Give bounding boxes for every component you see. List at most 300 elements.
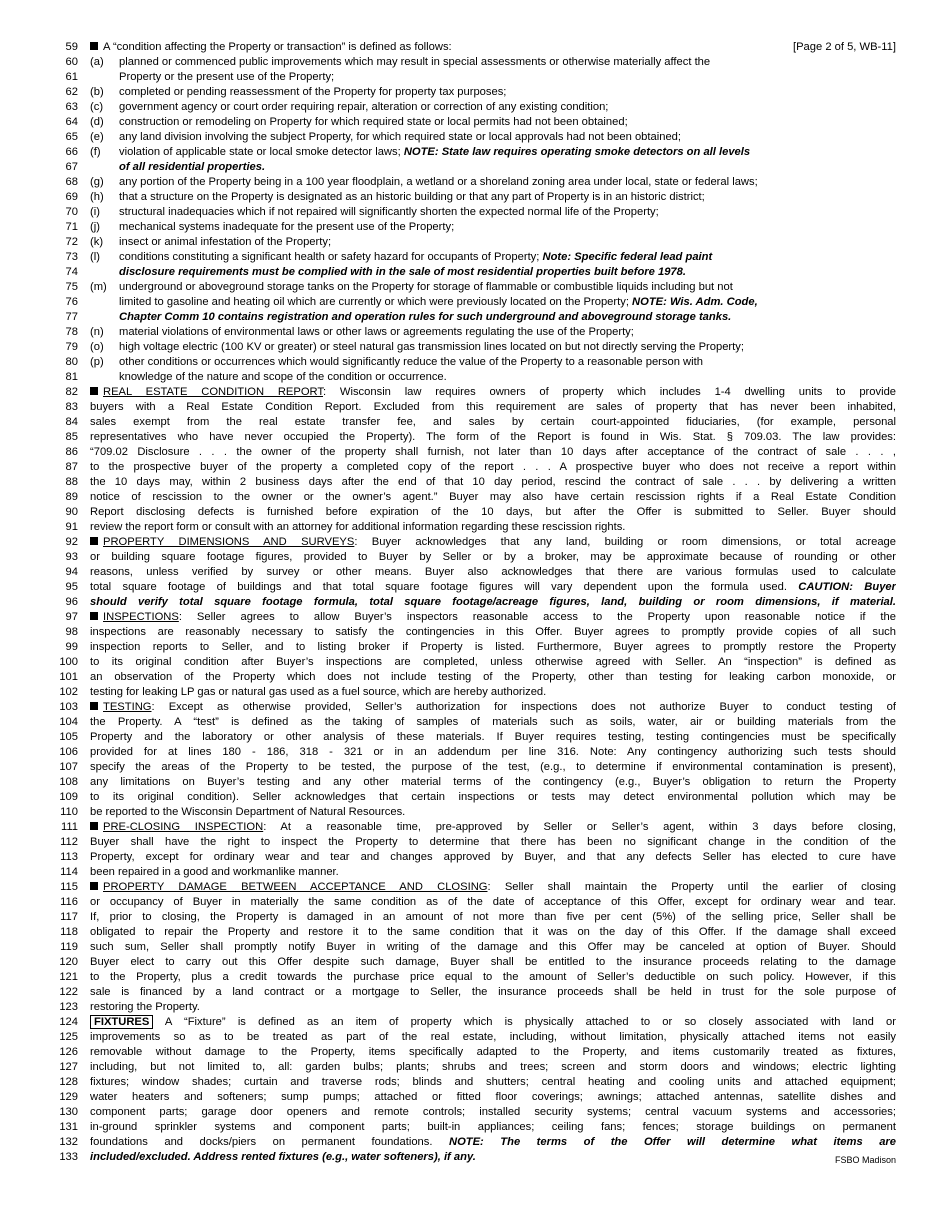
item-label: (i)	[90, 206, 100, 218]
line-text	[78, 745, 896, 760]
line-text	[78, 340, 896, 355]
line-text	[78, 130, 896, 145]
item-label: (d)	[90, 116, 104, 128]
line-text	[78, 895, 896, 910]
form-line	[54, 610, 896, 625]
line-text	[78, 685, 896, 700]
form-line	[54, 700, 896, 715]
body-text: underground or aboveground storage tanks on the Property for storage of flammable or combustible liquids including but not	[119, 281, 733, 293]
item-label: (p)	[90, 356, 104, 368]
line-number: 96	[65, 596, 78, 608]
body-text: buyers with a Real Estate Condition Report. Excluded from this requirement are sales of property that has never been inhabited,	[90, 401, 896, 413]
body-text: Property, except for ordinary wear and tear and changes approved by Buyer, and that any defects Seller has elected to cure have	[90, 851, 896, 863]
line-number: 112	[60, 836, 78, 848]
line-text	[78, 145, 896, 160]
form-line	[54, 190, 896, 205]
form-line	[54, 40, 896, 55]
form-line	[54, 205, 896, 220]
line-text	[78, 775, 896, 790]
body-text: removable without damage to the Property, items specifically adapted to the Property, and items customarily treated as fixtures,	[90, 1046, 896, 1058]
form-line	[54, 1000, 896, 1015]
line-number: 76	[65, 296, 78, 308]
body-text: : Seller agrees to allow Buyer’s inspectors reasonable access to the Property upon reasonable notice if the	[178, 611, 896, 623]
body-text: inspections are reasonably necessary to satisfy the contingencies in this Offer. Buyer agrees to promptly provide copies of all such	[90, 626, 896, 638]
line-text	[78, 655, 896, 670]
line-number: 61	[65, 71, 78, 83]
line-text	[78, 1150, 896, 1165]
form-line	[54, 130, 896, 145]
form-line	[54, 280, 896, 295]
line-text	[78, 520, 896, 535]
body-text: the 10 days may, within 2 business days after the end of that 10 day period, rescind the contract of sale . . . by delivering a written	[90, 476, 896, 488]
body-text: total square footage of buildings and that total square footage figures will vary dependent upon the formula used.	[90, 581, 799, 593]
line-text	[78, 565, 896, 580]
form-line	[54, 295, 896, 310]
form-line	[54, 1090, 896, 1105]
form-line	[54, 520, 896, 535]
line-number: 128	[59, 1076, 78, 1088]
line-text	[78, 1030, 896, 1045]
form-line	[54, 820, 896, 835]
body-text: the Property. A “test” is defined as the taking of samples of materials such as soils, water, air or building materials from the	[90, 716, 896, 728]
line-text	[78, 85, 896, 100]
line-number: 132	[59, 1136, 78, 1148]
line-text	[78, 235, 896, 250]
body-text: foundations and docks/piers on permanent foundations.	[90, 1136, 449, 1148]
line-number: 74	[65, 266, 78, 278]
form-line	[54, 265, 896, 280]
form-line	[54, 895, 896, 910]
line-number: 93	[65, 551, 78, 563]
line-number: 88	[65, 476, 78, 488]
line-text	[78, 430, 896, 445]
body-text: review the report form or consult with an attorney for additional information regarding these rescission rights.	[90, 521, 626, 533]
line-number: 129	[59, 1091, 78, 1103]
item-label: (a)	[90, 56, 104, 68]
body-text: specify the areas of the Property to be tested, the purpose of the test, (e.g., to determine if environmental contamination is present),	[90, 761, 896, 773]
form-line	[54, 310, 896, 325]
line-text	[78, 1000, 896, 1015]
form-line	[54, 1030, 896, 1045]
form-line	[54, 625, 896, 640]
body-text: sale is financed by a land contract or a mortgage to Seller, the insurance proceeds shall be held in trust for the sole purpose of	[90, 986, 896, 998]
line-text	[78, 355, 896, 370]
body-text: been repaired in a good and workmanlike manner.	[90, 866, 339, 878]
document-page	[54, 40, 896, 1165]
item-label: (m)	[90, 281, 107, 293]
square-bullet-icon	[90, 702, 98, 710]
form-line	[54, 235, 896, 250]
body-text: : Except as otherwise provided, Seller’s authorization for inspections does not authorize Buyer to conduct testing of	[151, 701, 896, 713]
body-text: improvements so as to be treated as part of the real estate, including, without limitation, physically attached items not easily	[90, 1031, 896, 1043]
line-text	[78, 670, 896, 685]
line-number: 109	[59, 791, 78, 803]
form-line	[54, 955, 896, 970]
body-text: insect or animal infestation of the Property;	[119, 236, 332, 248]
line-text	[78, 370, 896, 385]
body-text: planned or commenced public improvements which may result in special assessments or otherwise materially affect the	[119, 56, 711, 68]
line-text	[78, 955, 896, 970]
line-text	[78, 295, 896, 310]
form-line	[54, 175, 896, 190]
line-number: 63	[65, 101, 78, 113]
line-text	[78, 865, 896, 880]
line-number: 87	[65, 461, 78, 473]
line-text	[78, 1015, 896, 1030]
section-heading: TESTING	[103, 701, 152, 713]
form-line	[54, 220, 896, 235]
section-heading: REAL ESTATE CONDITION REPORT	[103, 386, 324, 398]
body-text: reasons, unless verified by survey or other means. Buyer also acknowledges that there are various formulas used to calculate	[90, 566, 896, 578]
line-number: 111	[60, 821, 78, 833]
line-text	[78, 550, 896, 565]
line-text	[78, 970, 896, 985]
item-label: (c)	[90, 101, 104, 113]
body-text: Property and the laboratory or other analysis of these materials. If Buyer requires testing, testing contingencies must be specifically	[90, 731, 896, 743]
item-label: (o)	[90, 341, 104, 353]
form-line	[54, 100, 896, 115]
body-text: sales exempt from the real estate transfer fee, and sales by certain court-appointed fiduciaries, (for example, personal	[90, 416, 896, 428]
form-line	[54, 775, 896, 790]
line-number: 101	[59, 671, 78, 683]
form-line	[54, 835, 896, 850]
line-number: 97	[65, 611, 78, 623]
body-text: to the prospective buyer of the property a completed copy of the report . . . A prospective buyer who does not receive a report within	[90, 461, 896, 473]
footer-label: FSBO Madison	[834, 1155, 896, 1165]
body-text: violation of applicable state or local smoke detector laws;	[119, 146, 404, 158]
line-number: 91	[65, 521, 78, 533]
section-heading: PROPERTY DIMENSIONS AND SURVEYS	[103, 536, 355, 548]
line-text	[78, 265, 896, 280]
body-text: : At a reasonable time, pre-approved by Seller or Seller’s agent, within 3 days before closing,	[263, 821, 896, 833]
form-line	[54, 1060, 896, 1075]
note-text: of all residential properties.	[119, 161, 266, 173]
form-line	[54, 910, 896, 925]
line-text	[78, 940, 896, 955]
line-number: 83	[65, 401, 78, 413]
line-text	[78, 700, 896, 715]
body-text: A “condition affecting the Property or transaction” is defined as follows:	[103, 41, 452, 53]
form-line	[54, 340, 896, 355]
body-text: any limitations on Buyer’s testing and any other material terms of the contingency (e.g., Buyer’s obligation to return the Property	[90, 776, 896, 788]
form-line	[54, 805, 896, 820]
line-number: 72	[65, 236, 78, 248]
line-text	[78, 1120, 896, 1135]
form-line	[54, 865, 896, 880]
body-text: provided for at lines 180 - 186, 318 - 321 or in an addendum per line 316. Note: Any contingency authorizing such tests should	[90, 746, 896, 758]
form-line	[54, 550, 896, 565]
line-number: 108	[59, 776, 78, 788]
line-number: 103	[59, 701, 78, 713]
line-text	[78, 1075, 896, 1090]
line-number: 95	[65, 581, 78, 593]
item-label: (l)	[90, 251, 100, 263]
line-text	[78, 595, 896, 610]
line-text	[78, 1045, 896, 1060]
body-text: inspection reports to Seller, and to listing broker if Property is listed. Furthermore, Buyer agrees to promptly restore the Property	[90, 641, 896, 653]
line-text	[78, 835, 896, 850]
note-text: disclosure requirements must be complied with in the sale of most residential properties built before 1978.	[119, 266, 686, 278]
line-text	[78, 445, 896, 460]
line-text	[78, 310, 896, 325]
body-text: restoring the Property.	[90, 1001, 200, 1013]
body-text: component parts; garage door openers and remote controls; installed security systems; central vacuum systems and accessories;	[90, 1106, 896, 1118]
form-line	[54, 565, 896, 580]
form-line	[54, 595, 896, 610]
form-line	[54, 790, 896, 805]
line-number: 131	[59, 1121, 78, 1133]
line-number: 113	[60, 851, 78, 863]
body-text: be reported to the Wisconsin Department of Natural Resources.	[90, 806, 406, 818]
body-text: limited to gasoline and heating oil which are currently or which were previously located on the Property;	[119, 296, 633, 308]
line-text	[78, 730, 896, 745]
note-text: NOTE: The terms of the Offer will determine what items are	[448, 1136, 896, 1148]
body-text: Buyer shall have the right to inspect the Property to determine that there has been no significant change in the condition of the	[90, 836, 896, 848]
body-text: If, prior to closing, the Property is damaged in an amount of not more than five per cent (5%) of the selling price, Seller shall be	[90, 911, 896, 923]
body-text: Report disclosing defects is furnished before expiration of the 10 days, but after the Offer is submitted to Seller. Buyer should	[90, 506, 896, 518]
form-line	[54, 1150, 896, 1165]
form-line	[54, 1015, 896, 1030]
form-line	[54, 70, 896, 85]
form-line	[54, 1120, 896, 1135]
line-text	[78, 115, 896, 130]
line-number: 98	[65, 626, 78, 638]
line-number: 81	[65, 371, 78, 383]
line-number: 114	[60, 866, 78, 878]
line-number: 133	[59, 1151, 78, 1163]
line-number: 118	[60, 926, 78, 938]
line-number: 73	[65, 251, 78, 263]
form-line	[54, 490, 896, 505]
square-bullet-icon	[90, 537, 98, 545]
form-line	[54, 1135, 896, 1150]
body-text: : Seller shall maintain the Property until the earlier of closing	[487, 881, 896, 893]
item-label: (j)	[90, 221, 100, 233]
square-bullet-icon	[90, 822, 98, 830]
note-text: Note: Specific federal lead paint	[542, 251, 713, 263]
line-text	[78, 625, 896, 640]
line-text	[78, 505, 896, 520]
form-line	[54, 505, 896, 520]
body-text: that a structure on the Property is designated as an historic building or that any part of Property is in an historic district;	[119, 191, 705, 203]
line-number: 92	[65, 536, 78, 548]
line-number: 62	[65, 86, 78, 98]
form-line	[54, 535, 896, 550]
line-number: 115	[60, 881, 78, 893]
body-text: construction or remodeling on Property for which required state or local permits had not been obtained;	[119, 116, 628, 128]
line-number: 94	[65, 566, 78, 578]
body-text: Buyer elect to carry out this Offer despite such damage, Buyer shall be entitled to the insurance proceeds relating to the damage	[90, 956, 896, 968]
line-text	[78, 805, 896, 820]
form-line	[54, 670, 896, 685]
line-number: 86	[65, 446, 78, 458]
body-text: : Wisconsin law requires owners of property which includes 1-4 dwelling units to provide	[323, 386, 896, 398]
form-line	[54, 850, 896, 865]
form-line	[54, 985, 896, 1000]
line-text	[78, 985, 896, 1000]
line-number: 120	[59, 956, 78, 968]
body-text: to its original condition). Seller acknowledges that certain inspections or tests may detect environmental pollution which may be	[90, 791, 896, 803]
line-text	[78, 850, 896, 865]
line-text	[78, 325, 896, 340]
body-text: testing for leaking LP gas or natural gas used as a fuel source, which are hereby authorized.	[90, 686, 547, 698]
form-line	[54, 415, 896, 430]
form-line	[54, 1045, 896, 1060]
body-text: “709.02 Disclosure . . . the owner of the property shall furnish, not later than 10 days after acceptance of the contract of sale . . . ,	[90, 446, 896, 458]
item-label: (g)	[90, 176, 104, 188]
item-label: (n)	[90, 326, 104, 338]
line-number: 80	[65, 356, 78, 368]
line-number: 119	[60, 941, 78, 953]
line-number: 122	[59, 986, 78, 998]
form-line	[54, 925, 896, 940]
form-line	[54, 160, 896, 175]
line-text	[78, 580, 896, 595]
line-number: 66	[65, 146, 78, 158]
body-text: any land division involving the subject Property, for which required state or local approvals had not been obtained;	[119, 131, 681, 143]
form-line	[54, 115, 896, 130]
body-text: other conditions or occurrences which would significantly reduce the value of the Property to a reasonable person with	[119, 356, 703, 368]
line-text	[78, 820, 896, 835]
line-text	[78, 880, 896, 895]
line-text	[78, 1090, 896, 1105]
form-line	[54, 370, 896, 385]
line-number: 77	[65, 311, 78, 323]
form-line	[54, 385, 896, 400]
body-text: including, but not limited to, all: garden bulbs; plants; shrubs and trees; screen and storm doors and windows; electric lighting	[90, 1061, 896, 1073]
note-text: NOTE: Wis. Adm. Code,	[632, 296, 758, 308]
note-text: should verify total square footage formula, total square footage/acreage figures, land, building or room dimensions, if material.	[90, 596, 896, 608]
body-text: Property or the present use of the Property;	[119, 71, 335, 83]
line-number: 125	[59, 1031, 78, 1043]
line-number: 82	[65, 386, 78, 398]
line-number: 102	[59, 686, 78, 698]
line-number: 84	[65, 416, 78, 428]
line-number: 127	[59, 1061, 78, 1073]
line-number: 65	[65, 131, 78, 143]
form-line	[54, 430, 896, 445]
line-text	[78, 490, 896, 505]
form-line	[54, 85, 896, 100]
body-text: notice of rescission to the owner or the owner’s agent.” Buyer may also have certain rescission rights if a Real Estate Condition	[90, 491, 896, 503]
line-number: 99	[65, 641, 78, 653]
line-number: 71	[65, 221, 78, 233]
line-text	[78, 790, 896, 805]
form-line	[54, 460, 896, 475]
line-number: 90	[65, 506, 78, 518]
line-text	[78, 385, 896, 400]
square-bullet-icon	[90, 42, 98, 50]
form-line	[54, 1075, 896, 1090]
line-number: 64	[65, 116, 78, 128]
form-line	[54, 940, 896, 955]
item-label: (f)	[90, 146, 101, 158]
line-text	[78, 160, 896, 175]
body-text: mechanical systems inadequate for the present use of the Property;	[119, 221, 455, 233]
body-text: structural inadequacies which if not repaired will significantly shorten the expected normal life of the Property;	[119, 206, 659, 218]
body-text: high voltage electric (100 KV or greater) or steel natural gas transmission lines located on but not directly serving the Property;	[119, 341, 744, 353]
body-text: an observation of the Property which does not include testing of the Property, other than testing for leaking carbon monoxide, or	[90, 671, 896, 683]
note-text: NOTE: State law requires operating smoke detectors on all levels	[403, 146, 751, 158]
square-bullet-icon	[90, 387, 98, 395]
form-line	[54, 640, 896, 655]
line-number: 105	[59, 731, 78, 743]
form-line	[54, 580, 896, 595]
line-number: 68	[65, 176, 78, 188]
square-bullet-icon	[90, 882, 98, 890]
line-number: 89	[65, 491, 78, 503]
body-text: any portion of the Property being in a 100 year floodplain, a wetland or a shoreland zoning area under local, state or federal laws;	[119, 176, 758, 188]
body-text: fixtures; window shades; curtain and traverse rods; blinds and shutters; central heating and cooling units and attached equipment;	[90, 1076, 896, 1088]
body-text: obligated to repair the Property and restore it to the same condition that it was on the day of this Offer. If the damage shall exceed	[90, 926, 896, 938]
line-number: 116	[60, 896, 78, 908]
line-text	[78, 190, 896, 205]
body-text: water heaters and softeners; sump pumps; attached or fitted floor coverings; awnings; attached antennas, satellite dishes and	[90, 1091, 896, 1103]
line-text	[78, 70, 896, 85]
line-text	[78, 40, 896, 55]
line-text	[78, 280, 896, 295]
line-text	[78, 220, 896, 235]
line-number: 110	[60, 806, 78, 818]
form-line	[54, 55, 896, 70]
item-label: (h)	[90, 191, 104, 203]
form-line	[54, 760, 896, 775]
line-number: 107	[59, 761, 78, 773]
form-line	[54, 655, 896, 670]
form-line	[54, 400, 896, 415]
line-text	[78, 205, 896, 220]
line-number: 79	[65, 341, 78, 353]
section-heading: INSPECTIONS	[103, 611, 179, 623]
body-text: material violations of environmental laws or other laws or agreements regulating the use of the Property;	[119, 326, 634, 338]
line-number: 59	[65, 41, 78, 53]
form-line	[54, 745, 896, 760]
line-number: 75	[65, 281, 78, 293]
form-line	[54, 880, 896, 895]
form-line	[54, 730, 896, 745]
line-number: 126	[59, 1046, 78, 1058]
line-text	[78, 100, 896, 115]
line-text	[78, 925, 896, 940]
body-text: completed or pending reassessment of the Property for property tax purposes;	[119, 86, 507, 98]
line-number: 60	[65, 56, 78, 68]
line-text	[78, 610, 896, 625]
line-number: 100	[59, 656, 78, 668]
line-text	[78, 535, 896, 550]
form-line	[54, 685, 896, 700]
form-line	[54, 250, 896, 265]
line-text	[78, 760, 896, 775]
line-text	[78, 400, 896, 415]
form-line	[54, 970, 896, 985]
line-number: 124	[59, 1016, 78, 1028]
body-text: government agency or court order requiring repair, alteration or correction of any existing condition;	[119, 101, 609, 113]
body-text: A “Fixture” is defined as an item of property which is physically attached to or so closely associated with land or	[153, 1016, 896, 1028]
line-text	[78, 415, 896, 430]
body-text: or occupancy of Buyer in materially the same condition as of the date of acceptance of this Offer, except for ordinary wear and tear.	[90, 896, 896, 908]
line-number: 78	[65, 326, 78, 338]
form-line	[54, 145, 896, 160]
line-text	[78, 1105, 896, 1120]
line-number: 123	[59, 1001, 78, 1013]
body-text: in-ground sprinkler systems and component parts; built-in appliances; ceiling fans; fences; storage buildings on permanent	[90, 1121, 896, 1133]
body-text: such sum, Seller shall promptly notify Buyer in writing of the damage and this Offer may be canceled at option of Buyer. Should	[90, 941, 896, 953]
section-heading: PROPERTY DAMAGE BETWEEN ACCEPTANCE AND CLOSING	[103, 881, 488, 893]
square-bullet-icon	[90, 612, 98, 620]
form-line	[54, 325, 896, 340]
line-text	[78, 910, 896, 925]
section-heading: PRE-CLOSING INSPECTION	[103, 821, 264, 833]
